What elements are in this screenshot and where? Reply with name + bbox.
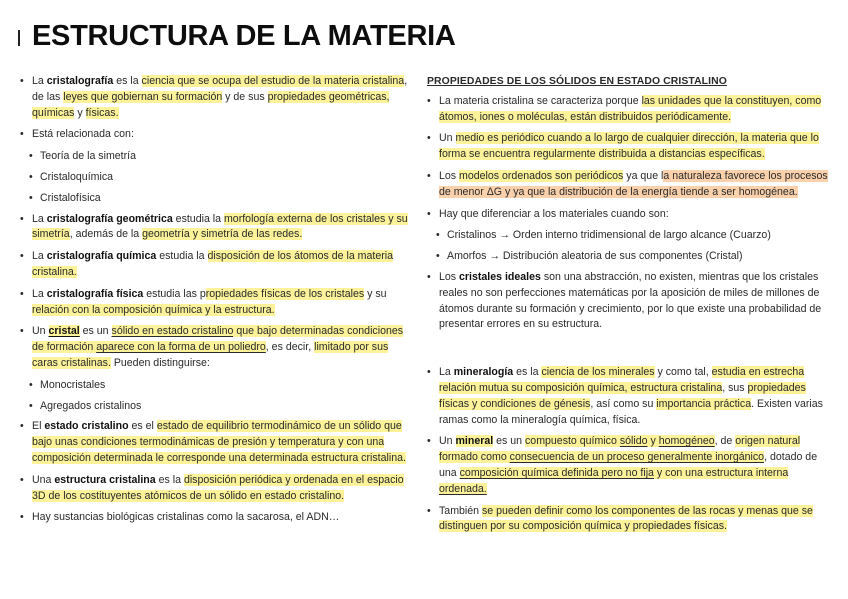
paragraph-diferenciar: • Hay que diferenciar a los materiales cuando son: [427, 207, 829, 223]
paragraph-fisica: • La cristalografía física estudia las propiedades físicas de los cristales y su relación con la composición química y la estructura. [20, 287, 412, 319]
list-item: • Monocristales [20, 378, 412, 394]
paragraph-cristales-ideales: • Los cristales ideales son una abstracción, no existen, mientras que los cristales reales no son perfecciones matemáticas por la aposición de miles de millones de átomos durante su formación y crecimiento, por lo que existe una probabilidad de presentar errores en su estructura. [427, 270, 829, 333]
paragraph-estado-cristalino: • El estado cristalino es el estado de equilibrio termodinámico de un sólido que bajo unas condiciones termodinámicas de presión y temperatura y con una composición determinada le corresponde una determinada estructura cristalina. [20, 419, 412, 466]
paragraph-materia-cristalina: • La materia cristalina se caracteriza porque las unidades que la constituyen, como átomos, iones o moléculas, están distribuidos periódicamente. [427, 94, 829, 126]
paragraph-mineral: • Un mineral es un compuesto químico sólido y homogéneo, de origen natural formado como consecuencia de un proceso generalmente inorgánico, dotado de una composición química definida pero no fija y con una estructura interna ordenada. [427, 434, 829, 497]
page-title: ESTRUCTURA DE LA MATERIA [32, 20, 456, 52]
paragraph-modelos-ordenados: • Los modelos ordenados son periódicos ya que la naturaleza favorece los procesos de menor ΔG y ya que la distribución de la energía tiende a ser homogénea. [427, 169, 829, 201]
paragraph-mineralogia: • La mineralogía es la ciencia de los minerales y como tal, estudia en estrecha relación mutua su composición química, estructura cristalina, sus propiedades físicas y condiciones de génesis, así como su importancia práctica. Existen varias ramas como la mineralogía química, física. [427, 365, 829, 428]
paragraph-estructura-cristalina: • Una estructura cristalina es la disposición periódica y ordenada en el espacio 3D de los costituyentes atómicos de un sólido en estado cristalino. [20, 473, 412, 505]
paragraph-sustancias: • Hay sustancias biológicas cristalinas como la sacarosa, el ADN… [20, 510, 412, 526]
paragraph-relacionada: • Está relacionada con: [20, 127, 412, 143]
right-column [427, 74, 829, 541]
list-item: • Teoría de la simetría [20, 149, 412, 165]
paragraph-medio-periodico: • Un medio es periódico cuando a lo largo de cualquier dirección, la materia que lo forma se encuentra regularmente distribuida a distancias específicas. [427, 131, 829, 163]
paragraph-geometrica: • La cristalografía geométrica estudia la morfología externa de los cristales y su simetría, además de la geometría y simetría de las redes. [20, 212, 412, 244]
paragraph-quimica: • La cristalografía química estudia la disposición de los átomos de la materia cristalina. [20, 249, 412, 281]
title-marker [18, 30, 20, 46]
list-item: • Cristaloquímica [20, 170, 412, 186]
paragraph-tambien: • También se pueden definir como los componentes de las rocas y menas que se distinguen por su composición química y propiedades físicas. [427, 504, 829, 536]
left-column [20, 74, 412, 532]
paragraph-cristal: • Un cristal es un sólido en estado cristalino que bajo determinadas condiciones de formación aparece con la forma de un poliedro, es decir, limitado por sus caras cristalinas. Pueden distinguirse: [20, 324, 412, 371]
section-heading: PROPIEDADES DE LOS SÓLIDOS EN ESTADO CRISTALINO [427, 76, 727, 87]
list-item: • Cristalofísica [20, 191, 412, 207]
list-item: • Cristalinos → Orden interno tridimensional de largo alcance (Cuarzo) [427, 228, 829, 244]
list-item: • Amorfos → Distribución aleatoria de sus componentes (Cristal) [427, 249, 829, 265]
paragraph-cristalografia: • La cristalografía es la ciencia que se ocupa del estudio de la materia cristalina, de las leyes que gobiernan su formación y de sus propiedades geométricas, químicas y físicas. [20, 74, 412, 121]
list-item: • Agregados cristalinos [20, 399, 412, 415]
